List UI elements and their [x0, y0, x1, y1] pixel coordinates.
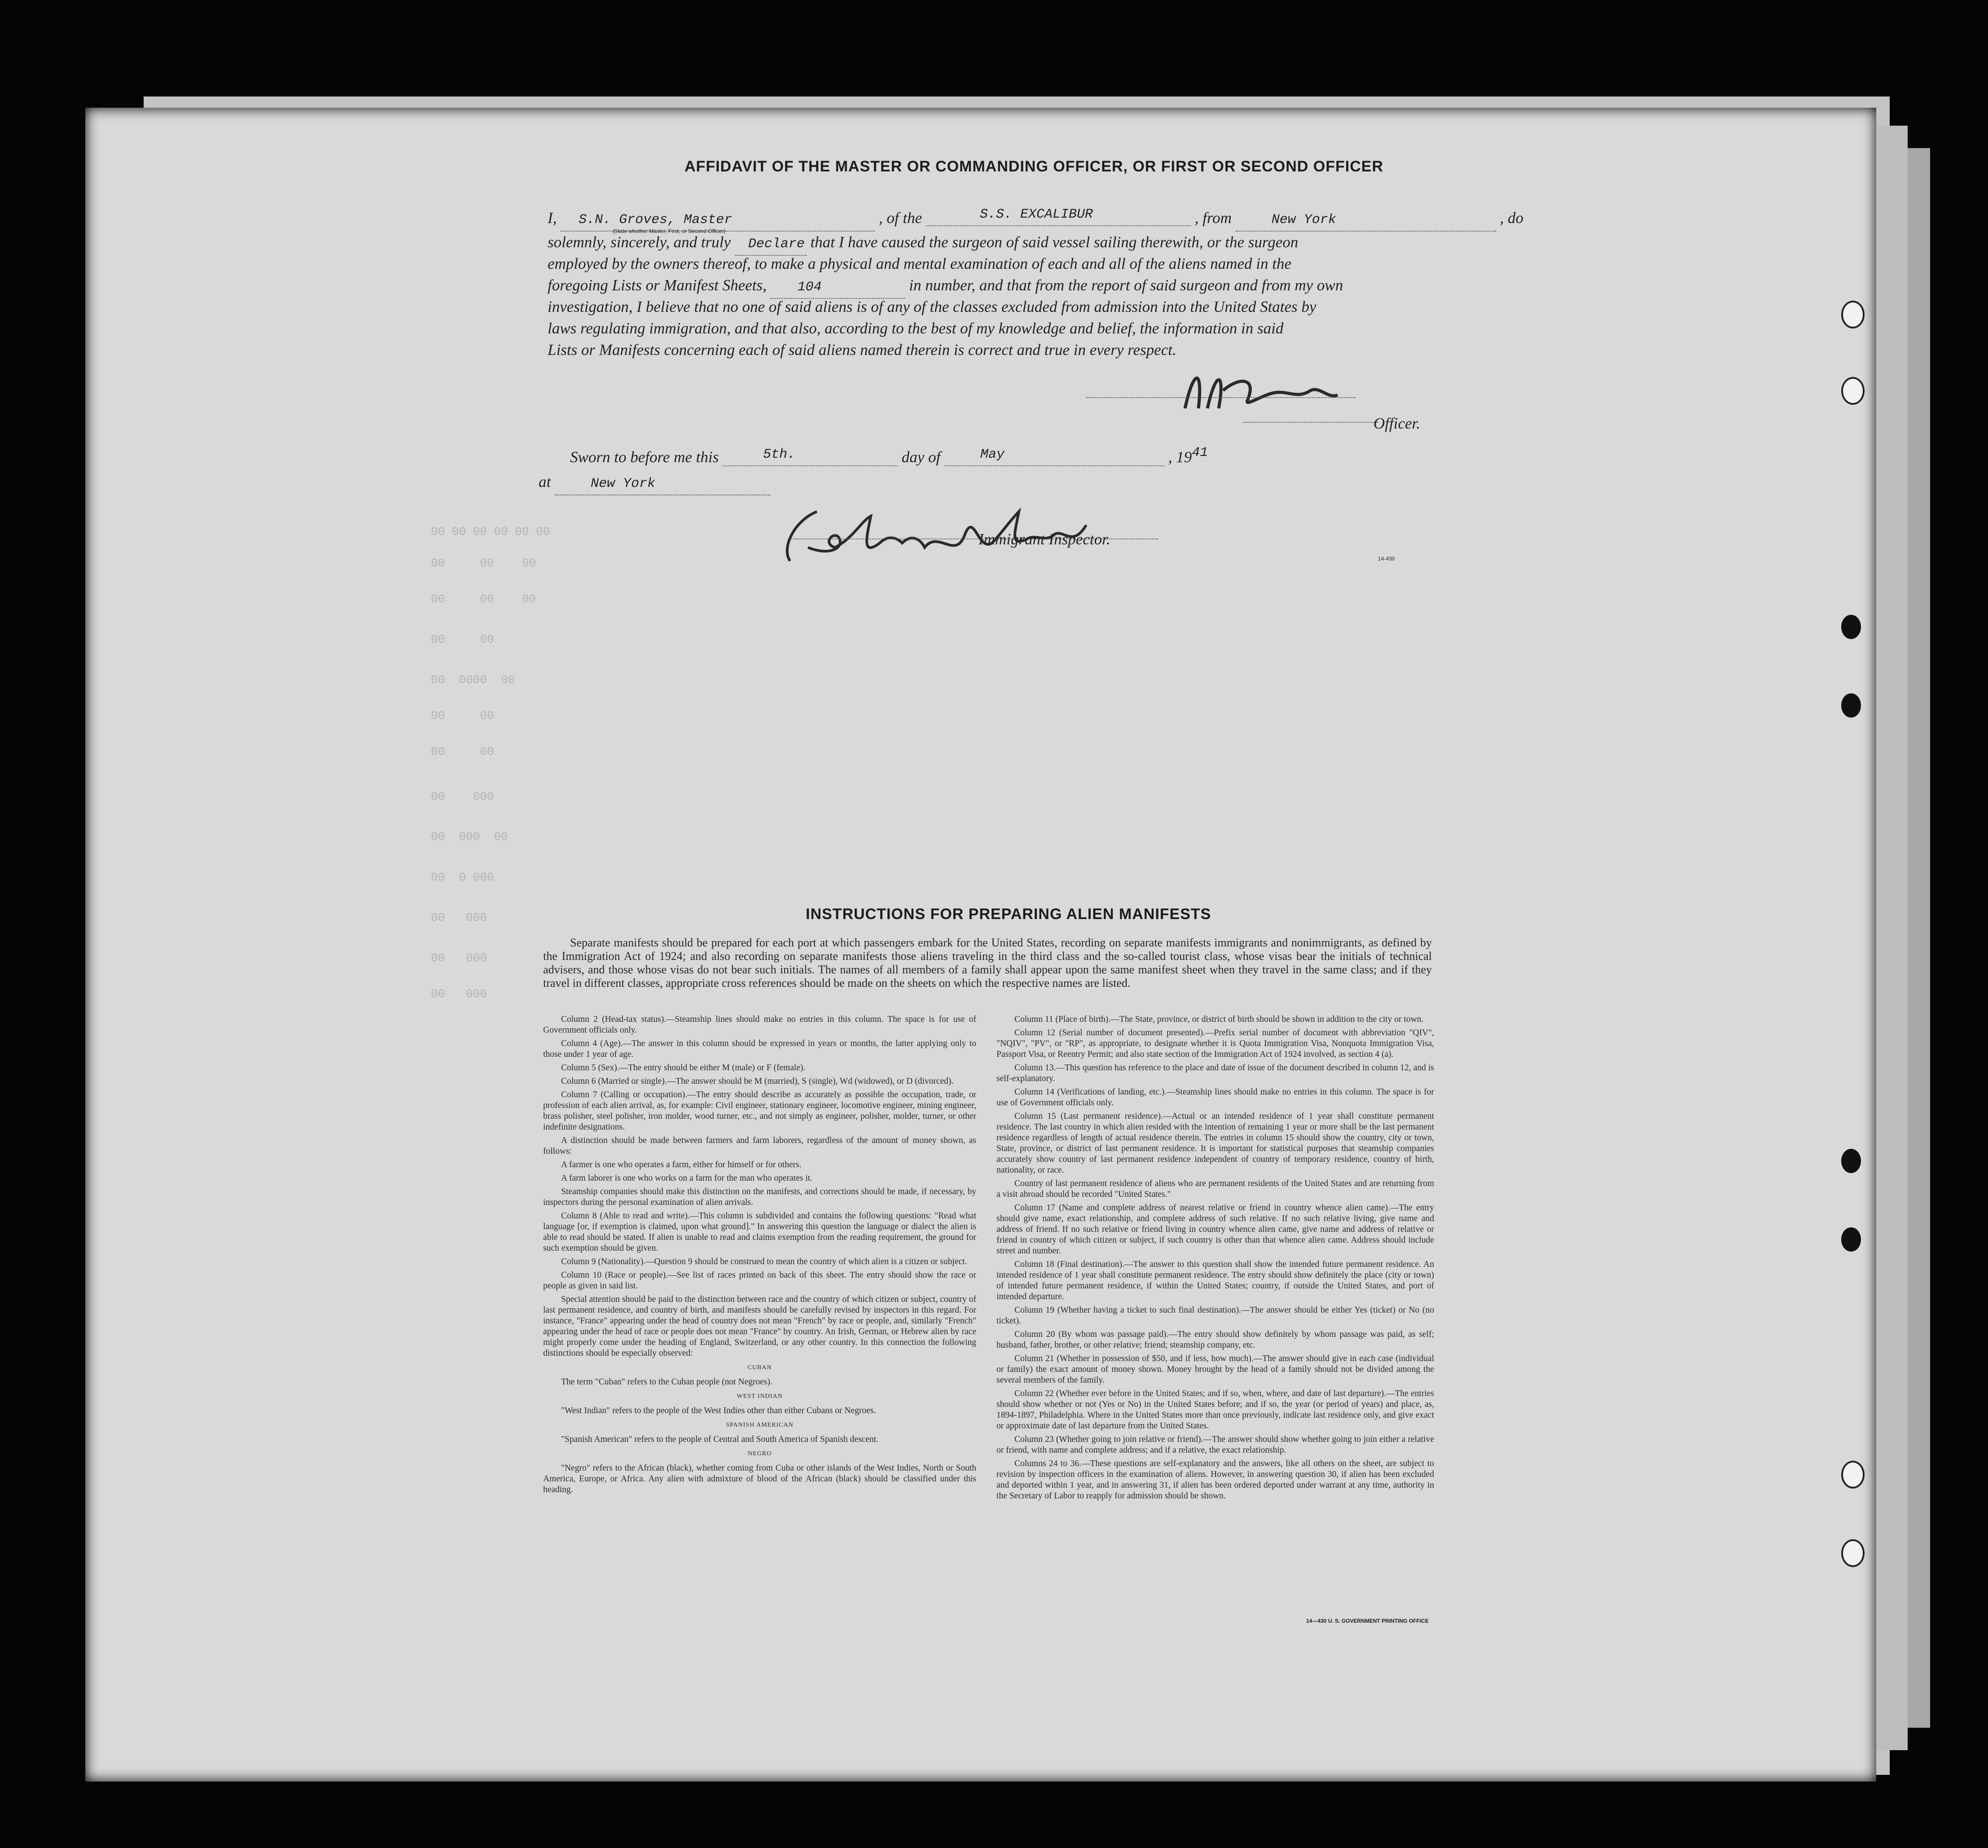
instruction-item: Column 8 (Able to read and write).—This column is subdivided and contains the following questions: "Read what language [or, if exemption is claimed, upon what ground]." In answering this question the language or dialect the alien is able to read should be stated. If alien is unable to read and claims exemption from the reading requirement, the ground for such exemption should be given. — [543, 1211, 976, 1253]
binder-hole — [1841, 615, 1861, 639]
instructions-right-column — [996, 1014, 1434, 1504]
instruction-item: Column 20 (By whom was passage paid).—The entry should show definitely by whom passage was paid, as self; husband, father, brother, or other relative; friend; steamship company, etc. — [996, 1330, 1434, 1350]
form-number: 14-430 — [1378, 556, 1395, 562]
instructions-title: INSTRUCTIONS FOR PREPARING ALIEN MANIFESTS — [806, 906, 1211, 923]
do-label: , do — [1500, 209, 1523, 227]
month-field: May — [944, 444, 1164, 466]
document-page: 00 00 00 00 00 00 00 00 00 00 00 00 00 00 00 0000 00 00 00 00 00 00 000 00 000 00 00 0 000 00 000 00 000 00 000 AFFIDAVIT OF THE MASTER OR COMMANDING OFFICER, OR FIRST OR SECOND OFFICER I, S.N. Groves, Master , of the S.S. EXCALIBUR , from New York , do (State whether Master, First, or Second Officer) solemnly, sincerely, and truly Declare that I have caused the surgeon of said vessel sailing therewith, or the surgeon employed by the owners thereof, to make a physical and mental examination of each and all of the aliens named in the foregoing Lists or Manifest Sheets, 104 in number, and that from the report of said surgeon and from my own investigation, I believe that no one of said aliens is of any of the classes excluded from admission into the United States by laws regulating immigration, and that also, according to the best of my knowledge and belief, the information in said Lists or Manifests concerning each of said aliens named therein is correct and true in every respect. Officer. Sworn to before me this 5th. day of May , 1941 at New York Immigrant Inspector. 14-430 INSTRUCTIONS FOR PREPARING ALIEN MANIFESTS Separate manifests should be prepared for each port at which passengers embark for the United States, recording on separate manifests immigrants and nonimmigrants, as defined by the Immigration Act of 1924; and also recording on separate manifests those aliens traveling in the third class and the so-called tourist class, whose visas bear the initials of technical advisers, and those whose visas do not bear such initials. The names of all members of a family shall appear upon the same manifest sheet when they travel in the same class; and if they travel in different classes, appropriate cross references should be made on the sheets on which the respective names are listed. Column 2 (Head-tax status).—Steamship lines should make no entries in this column. The space is for use of Government officials only. Column 4 (Age).—The answer in this column should be expressed in years or months, the latter applying only to those under 1 year of age. Column 5 (Sex).—The entry should be either M (male) or F (female). Column 6 (Married or single).—The answer should be M (married), S (single), Wd (widowed), or D (divorced). Column 7 (Calling or occupation).—The entry should describe as accurately as possible the occupation, trade, or profession of each alien arrival, as, for example: Civil engineer, stationary engineer, locomotive engineer, mining engineer, brass polisher, steel polisher, iron molder, wood turner, etc., and not simply as engineer, polisher, molder, turner, or other indefinite designations. A distinction should be made between farmers and farm laborers, regardless of the amount of money shown, as follows: A farmer is one who operates a farm, either for himself or for others. A farm laborer is one who works on a farm for the man who operates it. Steamship companies should make this distinction on the manifests, and corrections should be made, if necessary, by inspectors during the personal examination of alien arrivals. Column 8 (Able to read and write).—This column is subdivided and contains the following questions: "Read what language [or, if exemption is claimed, upon what ground]." In answering this question the language or dialect the alien is able to read should be stated. If alien is unable to read and claims exemption from the reading requirement, the ground for such exemption should be given. Column 9 (Nationality).—Question 9 should be construed to mean the country of which alien is a citizen or subject. Column 10 (Race or people).—See list of races printed on back of this sheet. The entry should show the race or people as given in said list. Special attention should be paid to the distinction between race and the country of which citizen or subject, country of last permanent residence, and country of birth, and manifests should be carefully revised by inspectors in this regard. For instance, "France" appearing under the head of country does not mean "French" by race or people, and, similarly "French" appearing under the head of race or people does not mean "France" by country. An Irish, German, or Hebrew alien by race might properly come under the heading of England, Switzerland, or any other country. In this connection the following distinctions should be especially observed: CUBAN The term "Cuban" refers to the Cuban people (not Negroes). WEST INDIAN "West Indian" refers to the people of the West Indies other than either Cubans or Negroes. SPANISH AMERICAN "Spanish American" refers to the people of Central and South America of Spanish descent. NEGRO "Negro" refers to the African (black), whether coming from Cuba or other islands of the West Indies, North or South America, Europe, or Africa. Any alien with admixture of blood of the African (black) should be classified under this heading. Column 11 (Place of birth).—The State, province, or district of birth should be shown in addition to the city or town. Column 12 (Serial number of document presented).—Prefix serial number of document with abbreviation "QIV", "NQIV", "PV", or "RP", as appropriate, to designate whether it is Quota Immigration Visa, Nonquota Immigration Visa, Passport Visa, or Reentry Permit; and also state section of the Immigration Act of 1924 involved, as section 4 (a). Column 13.—This question has reference to the place and date of issue of the document described in column 12, and is self-explanatory. Column 14 (Verifications of landing, etc.).—Steamship lines should make no entries in this column. The space is for use of Government officials only. Column 15 (Last permanent residence).—Actual or an intended residence of 1 year shall constitute permanent residence. The last country in which alien resided with the intention of remaining 1 year or more shall be the last permanent residence regardless of length of actual residence therein. The entries in column 15 should show the country, city or town, State, province, or district of last permanent residence. It is important for statistical purposes that steamship companies accurately show country of last permanent residence independent of country of temporary residence, country of birth, nationality, or race. Country of last permanent residence of aliens who are permanent residents of the United States and are returning from a visit abroad should be recorded "United States." Column 17 (Name and complete address of nearest relative or friend in country whence alien came).—The entry should give name, exact relationship, and complete address of such relative. If no such relative living, give name and address of friend. If no such relative or friend living in country whence alien came, give name and address of relative or friend in country of which citizen or subject, if such country is other than that whence alien came. Address should include street and number. Column 18 (Final destination).—The answer to this question shall show the intended future permanent residence. An intended residence of 1 year shall constitute permanent residence. The entry should show definitely the place (city or town) of intended future permanent residence, if within the United States; country, if outside the United States, and port of intended departure. Column 19 (Whether having a ticket to such final destination).—The answer should be either Yes (ticket) or No (no ticket). Column 20 (By whom was passage paid).—The entry should show definitely by whom passage was paid, as self; husband, father, brother, or other relative; friend; steamship company, etc. Column 21 (Whether in possession of $50, and if less, how much).—The answer should give in each case (individual or family) the exact amount of money shown. Money brought by the head of a family should not be divided among the several members of the family. Column 22 (Whether ever before in the United States; and if so, when, where, and date of last departure).—The entries should show whether or not (Yes or No) in the United States before; and if so, the year (or period of years) and place, as, 1894-1897, Philadelphia. Where in the United States more than once previously, indicate last residence only, and give exact or approximate date of last departure from the United States. Column 23 (Whether going to join relative or friend).—The answer should show whether going to join either a relative or friend, with name and complete address; and if a relative, the exact relationship. Columns 24 to 36.—These questions are self-explanatory and the answers, like all others on the sheet, are subject to revision by inspection officers in the examination of aliens. However, in answering question 30, if alien has been excluded and deported within 1 year, and in answering 31, if alien has been ordered deported under warrant at any time, authority in the Secretary of Labor to reapply for admission should be shown. 14—430 U. S. GOVERNMENT PRINTING OFFICE — [85, 108, 1876, 1782]
from-label: , from — [1194, 209, 1232, 227]
instruction-item: Column 5 (Sex).—The entry should be either M (male) or F (female). — [561, 1063, 806, 1073]
instruction-item: Column 17 (Name and complete address of nearest relative or friend in country whence alien came).—The entry should give name, exact relationship, and complete address of such relative. If no such relative living, give name and address of friend. If no such relative or friend living in country whence alien came, give name and address of relative or friend in country of which citizen or subject, if such country is other than that whence alien came. Address should include street and number. — [996, 1203, 1434, 1256]
binder-hole — [1841, 1149, 1861, 1173]
negro-text: "Negro" refers to the African (black), whether coming from Cuba or other islands of the West Indies, North or South America, Europe, or Africa. Any alien with admixture of blood of the African (black) should be classified under this heading. — [543, 1463, 976, 1494]
state-note: (State whether Master, First, or Second Officer) — [613, 228, 726, 234]
affidavit-line-4: foregoing Lists or Manifest Sheets, 104 in number, and that from the report of said surgeon and from my own — [548, 275, 1343, 299]
affidavit-line-7: Lists or Manifests concerning each of said aliens named therein is correct and true in every respect. — [548, 341, 1176, 359]
instruction-item: Column 22 (Whether ever before in the United States; and if so, when, where, and date of last departure).—The entries should show whether or not (Yes or No) in the United States before; and if so, the year (or period of years) and place, as, 1894-1897, Philadelphia. Where in the United States more than once previously, indicate last residence only, and give exact or approximate date of last departure from the United States. — [996, 1389, 1434, 1431]
at-line: at New York — [539, 471, 770, 495]
sheets-field: 104 — [770, 276, 905, 299]
spanish-american-heading: SPANISH AMERICAN — [726, 1422, 794, 1428]
spanish-american-text: "Spanish American" refers to the people of Central and South America of Spanish descent. — [561, 1435, 878, 1444]
affidavit-line-6: laws regulating immigration, and that also, according to the best of my knowledge and belief, the information in said — [548, 320, 1284, 337]
instruction-item: Columns 24 to 36.—These questions are self-explanatory and the answers, like all others on the sheet, are subject to revision by inspection officers in the examination of aliens. However, in answering question 30, if alien has been excluded and deported within 1 year, and in answering 31, if alien has been ordered deported under warrant at any time, authority in the Secretary of Labor to reapply for admission should be shown. — [996, 1459, 1434, 1501]
instruction-item: A farmer is one who operates a farm, either for himself or for others. — [561, 1160, 802, 1169]
back-sheet-edge — [1876, 126, 1908, 1750]
instruction-item: Column 23 (Whether going to join relative or friend).—The answer should show whether going to join either a relative or friend, with name and complete address; and if a relative, the exact relationship. — [996, 1435, 1434, 1455]
west-indian-heading: WEST INDIAN — [737, 1393, 783, 1400]
instruction-item: Special attention should be paid to the distinction between race and the country of which citizen or subject, country of last permanent residence, and country of birth, and manifests should be carefully revised by inspectors in this regard. For instance, "France" appearing under the head of country does not mean "French" by race or people, and, similarly "French" appearing under the head of race or people does not mean "France" by country. An Irish, German, or Hebrew alien by race might properly come under the heading of England, Switzerland, or any other country. In this connection the following distinctions should be especially observed: — [543, 1295, 976, 1358]
instructions-left-column — [543, 1014, 976, 1498]
instruction-item: Column 14 (Verifications of landing, etc.).—Steamship lines should make no entries in this column. The space is for use of Government officials only. — [996, 1087, 1434, 1108]
instruction-item: A distinction should be made between farmers and farm laborers, regardless of the amount of money shown, as follows: — [543, 1136, 976, 1156]
master-signature — [1167, 359, 1356, 426]
instruction-item: Column 13.—This question has reference to the place and date of issue of the document described in column 12, and is self-explanatory. — [996, 1063, 1434, 1083]
i-label: I, — [548, 209, 557, 227]
affidavit-line-5: investigation, I believe that no one of said aliens is of any of the classes excluded from admission into the United States by — [548, 298, 1317, 315]
officer-label: Officer. — [1374, 415, 1421, 432]
instruction-item: A farm laborer is one who works on a farm for the man who operates it. — [561, 1174, 812, 1183]
negro-heading: NEGRO — [747, 1450, 772, 1457]
day-field: 5th. — [723, 444, 898, 466]
of-the-label: , of the — [878, 209, 922, 227]
instruction-item: Column 15 (Last permanent residence).—Actual or an intended residence of 1 year shall constitute permanent residence. The last country in which alien resided with the intention of remaining 1 year or more shall be the last permanent residence regardless of length of actual residence therein. The entries in column 15 should show the country, city or town, State, province, or district of last permanent residence. It is important for statistical purposes that steamship companies accurately show country of last permanent residence independent of country of temporary residence, country of birth, nationality, or race. — [996, 1112, 1434, 1175]
inspector-label: Immigrant Inspector. — [979, 530, 1110, 548]
printing-office-footer: 14—430 U. S. GOVERNMENT PRINTING OFFICE — [1306, 1618, 1429, 1624]
binder-hole — [1841, 693, 1861, 718]
affidavit-line-3: employed by the owners thereof, to make a physical and mental examination of each and all of the aliens named in the — [548, 255, 1291, 272]
declare-field: Declare — [735, 233, 807, 256]
binder-hole — [1841, 1461, 1865, 1489]
instruction-item: Column 11 (Place of birth).—The State, province, or district of birth should be shown in addition to the city or town. — [1014, 1015, 1424, 1024]
from-port-field: New York — [1236, 209, 1496, 232]
sworn-line: Sworn to before me this 5th. day of May , 1941 — [570, 447, 1208, 471]
vessel-field: S.S. EXCALIBUR — [926, 204, 1191, 226]
binder-hole — [1841, 377, 1865, 405]
place-field: New York — [555, 473, 770, 495]
instruction-item: Column 6 (Married or single).—The answer should be M (married), S (single), Wd (widowed), or D (divorced). — [561, 1077, 954, 1086]
officer-line — [1243, 422, 1378, 423]
instruction-item: Column 18 (Final destination).—The answer to this question shall show the intended future permanent residence. An intended residence of 1 year shall constitute permanent residence. The entry should show definitely the place (city or town) of intended future permanent residence, if within the United States; country, if outside the United States, and port of intended departure. — [996, 1260, 1434, 1301]
signature-line — [1086, 397, 1356, 398]
instruction-item: Column 12 (Serial number of document presented).—Prefix serial number of document with abbreviation "QIV", "NQIV", "PV", or "RP", as appropriate, to designate whether it is Quota Immigration Visa, Nonquota Immigration Visa, Passport Visa, or Reentry Permit; and also state section of the Immigration Act of 1924 involved, as section 4 (a). — [996, 1028, 1434, 1059]
binder-hole — [1841, 1539, 1865, 1567]
affidavit-title: AFFIDAVIT OF THE MASTER OR COMMANDING OFFICER, OR FIRST OR SECOND OFFICER — [685, 158, 1383, 175]
west-indian-text: "West Indian" refers to the people of the West Indies other than either Cubans or Negroes. — [561, 1406, 876, 1415]
instruction-item: Column 9 (Nationality).—Question 9 should be construed to mean the country of which alien is a citizen or subject. — [561, 1257, 967, 1266]
instruction-item: Column 4 (Age).—The answer in this column should be expressed in years or months, the latter applying only to those under 1 year of age. — [543, 1039, 976, 1059]
instruction-item: Column 19 (Whether having a ticket to such final destination).—The answer should be either Yes (ticket) or No (no ticket). — [996, 1305, 1434, 1326]
year-field: 41 — [1192, 445, 1208, 460]
back-sheet-edge — [1908, 148, 1930, 1728]
affidavit-line-2: solemnly, sincerely, and truly Declare that I have caused the surgeon of said vessel sailing therewith, or the surgeon — [548, 232, 1298, 256]
master-name-field: S.N. Groves, Master — [561, 209, 875, 232]
instruction-item: Country of last permanent residence of aliens who are permanent residents of the United States and are returning from a visit abroad should be recorded "United States." — [996, 1179, 1434, 1199]
instruction-item: Steamship companies should make this distinction on the manifests, and corrections should be made, if necessary, by inspectors during the personal examination of alien arrivals. — [543, 1187, 976, 1207]
instruction-item: Column 7 (Calling or occupation).—The entry should describe as accurately as possible the occupation, trade, or profession of each alien arrival, as, for example: Civil engineer, stationary engineer, locomotive engineer, mining engineer, brass polisher, steel polisher, iron molder, wood turner, etc., and not simply as engineer, polisher, molder, turner, or other indefinite designations. — [543, 1090, 976, 1132]
cuban-text: The term "Cuban" refers to the Cuban people (not Negroes). — [561, 1377, 772, 1387]
instructions-intro: Separate manifests should be prepared for each port at which passengers embark for the United States, recording on separate manifests immigrants and nonimmigrants, as defined by the Immigration Act of 1924; and also recording on separate manifests those aliens traveling in the third class and the so-called tourist class, whose visas bear the initials of technical advisers, and those whose visas do not bear such initials. The names of all members of a family shall appear upon the same manifest sheet when they travel in the same class; and if they travel in different classes, appropriate cross references should be made on the sheets on which the respective names are listed. — [543, 936, 1432, 990]
cuban-heading: CUBAN — [747, 1364, 772, 1371]
instruction-item: Column 21 (Whether in possession of $50, and if less, how much).—The answer should give in each case (individual or family) the exact amount of money shown. Money brought by the head of a family should not be divided among the several members of the family. — [996, 1354, 1434, 1385]
binder-hole — [1841, 1227, 1861, 1252]
instruction-item: Column 10 (Race or people).—See list of races printed on back of this sheet. The entry should show the race or people as given in said list. — [543, 1270, 976, 1291]
binder-hole — [1841, 301, 1865, 328]
instruction-item: Column 2 (Head-tax status).—Steamship lines should make no entries in this column. The space is for use of Government officials only. — [543, 1015, 976, 1035]
